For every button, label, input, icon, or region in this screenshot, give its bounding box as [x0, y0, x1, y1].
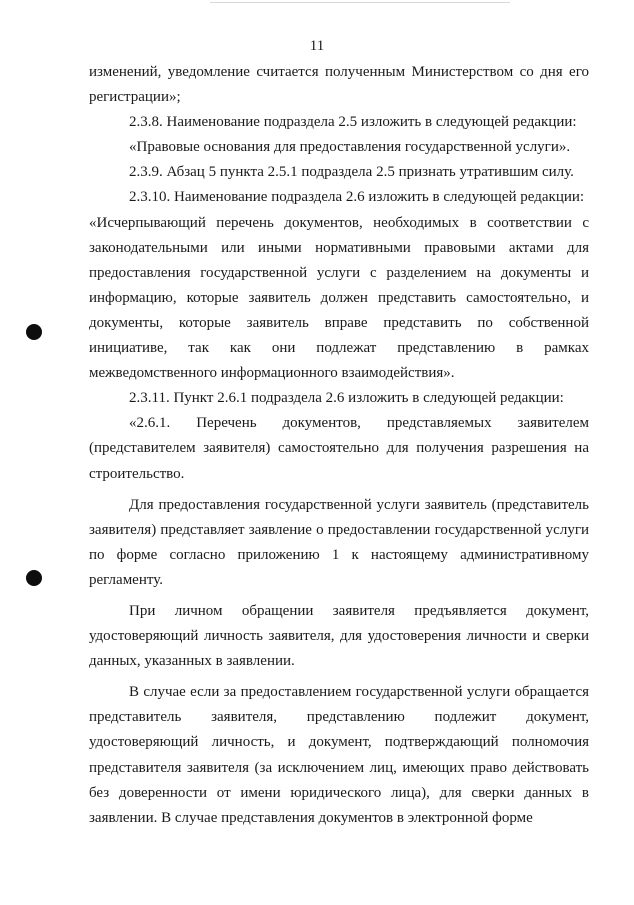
paragraph-2-3-10: 2.3.10. Наименование подраздела 2.6 изложить в следующей редакции: — [129, 189, 585, 206]
binder-hole-top-icon — [26, 324, 42, 340]
document-body — [89, 60, 589, 831]
paragraph-2-3-9: 2.3.9. Абзац 5 пункта 2.5.1 подраздела 2.5 признать утратившим силу. — [129, 164, 574, 181]
paragraph-2-6-title: «Исчерпывающий перечень документов, необходимых в соответствии с законодательными или иными нормативными правовыми актами для предоставления государственной услуги с разделением на документы и информацию, которые заявитель должен представить самостоятельно, и документы, которые заявитель вправе представить по собственной инициативе, так как они подлежат представлению в рамках межведомственного информационного взаимодействия». — [89, 214, 589, 382]
paragraph-2-3-8: 2.3.8. Наименование подраздела 2.5 изложить в следующей редакции: — [129, 114, 577, 131]
paragraph-continuation: изменений, уведомление считается полученным Министерством со дня его регистрации»; — [89, 64, 589, 106]
paragraph-representative: В случае если за предоставлением государственной услуги обращается представитель заявителя, представлению подлежит документ, удостоверяющий личность, и документ, подтверждающий полномочия представителя заявителя (за исключением лиц, имеющих право действовать без доверенности от имени юридического лица), для сверки данных в заявлении. В случае представления документов в электронной форме — [89, 684, 589, 826]
paragraph-2-5-title: «Правовые основания для предоставления государственной услуги». — [129, 139, 571, 156]
paragraph-personal-visit: При личном обращении заявителя предъявляется документ, удостоверяющий личность заявителя, для удостоверения личности и сверки данных, указанных в заявлении. — [89, 602, 589, 670]
binder-hole-bottom-icon — [26, 570, 42, 586]
paragraph-2-6-1: «2.6.1. Перечень документов, представляемых заявителем (представителем заявителя) самостоятельно для получения разрешения на строительство. — [89, 415, 589, 482]
paragraph-2-3-11: 2.3.11. Пункт 2.6.1 подраздела 2.6 изложить в следующей редакции: — [129, 390, 564, 407]
page-number: 11 — [309, 38, 325, 54]
scan-top-edge — [210, 2, 510, 3]
paragraph-application-form: Для предоставления государственной услуги заявитель (представитель заявителя) представляет заявление о предоставлении государственной услуги по форме согласно приложению 1 к настоящему административному регламенту. — [89, 496, 589, 588]
